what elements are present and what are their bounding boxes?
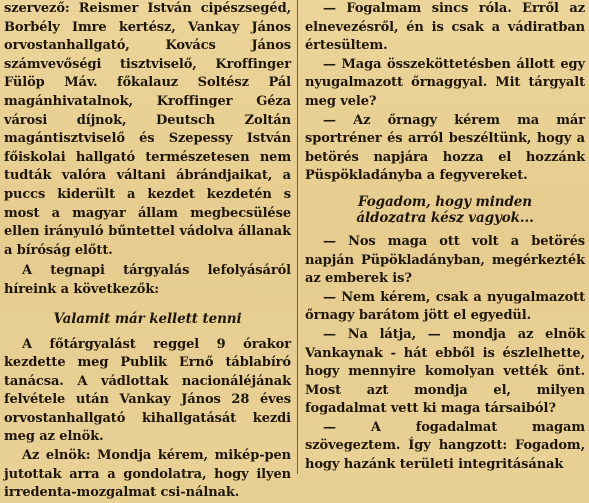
- right-paragraph-4: — Nos maga ott volt a betörés napján Püpökladányban, megérkezték az emberek is?: [305, 233, 585, 287]
- left-paragraph-4: Az elnök: Mondja kérem, mikép-pen jutottak arra a gondolatra, hogy ilyen irredenta-mozgalmat csi-nálnak.: [4, 448, 291, 501]
- left-paragraph-1: szervező: Reismer István cipészsegéd, Borbély Imre kertész, Vankay János orvostanhallgató, Kovács János számvevőségi tisztviselő, Kroffinger Fülöp Máv. főkalauz Soltész Pál magánhivatalnok, Kroffinger Géza városi díjnok, Deutsch Zoltán magántisztviselő és Szepessy István főiskolai hallgató természetesen nem tudták valóra váltani ábrándjaikat, a puccs kiderült a kezdet kezdetén s most a magyar állam megbecsülése ellen irányuló bűntettel vádolva állanak a bíróság előtt.: [4, 1, 291, 258]
- right-paragraph-7: — A fogadalmat magam szövegeztem. Így hangzott: Fogadom, hogy hazánk területi integritásának: [305, 419, 585, 473]
- right-column: [305, 0, 585, 474]
- right-paragraph-2: — Maga összeköttetésben állott egy nyugalmazott őrnaggyal. Mit tárgyalt meg vele?: [305, 56, 585, 109]
- right-paragraph-1: — Fogalmam sincs róla. Erről az elnevezésről, én is csak a vádiratban értesültem.: [305, 1, 585, 54]
- left-column: [4, 0, 291, 501]
- right-paragraph-5: — Nem kérem, csak a nyugalmazott őrnagy barátom jött el egyedül.: [305, 289, 585, 324]
- left-paragraph-2: A tegnapi tárgyalás lefolyásáról híreink a következők:: [4, 263, 291, 297]
- left-paragraph-3: A főtárgyalást reggel 9 órakor kezdette meg Publik Ernő táblabíró tanácsa. A vádlottak nacionáléjának felvétele után Vankay János 28 éves orvostanhallgató kihallgatását kezdi meg az elnök.: [4, 336, 291, 445]
- right-section-heading: Fogadom, hogy minden áldozatra kész vagyok...: [356, 193, 534, 227]
- left-section-heading: Valamit már kellett tenni: [53, 310, 242, 327]
- column-divider: [297, 0, 298, 474]
- right-paragraph-6: — Na látja, — mondja az elnök Vankaynak - hát ebből is észlelhette, hogy mennyire komolyan vették önt. Most azt mondja el, milyen fogadalmat vett ki maga társaiból?: [305, 326, 585, 417]
- right-paragraph-3: — Az őrnagy kérem ma már sportréner és arról beszéltünk, hogy a betörés napjára hozza el hozzánk Püspökladányba a fegyvereket.: [305, 112, 585, 184]
